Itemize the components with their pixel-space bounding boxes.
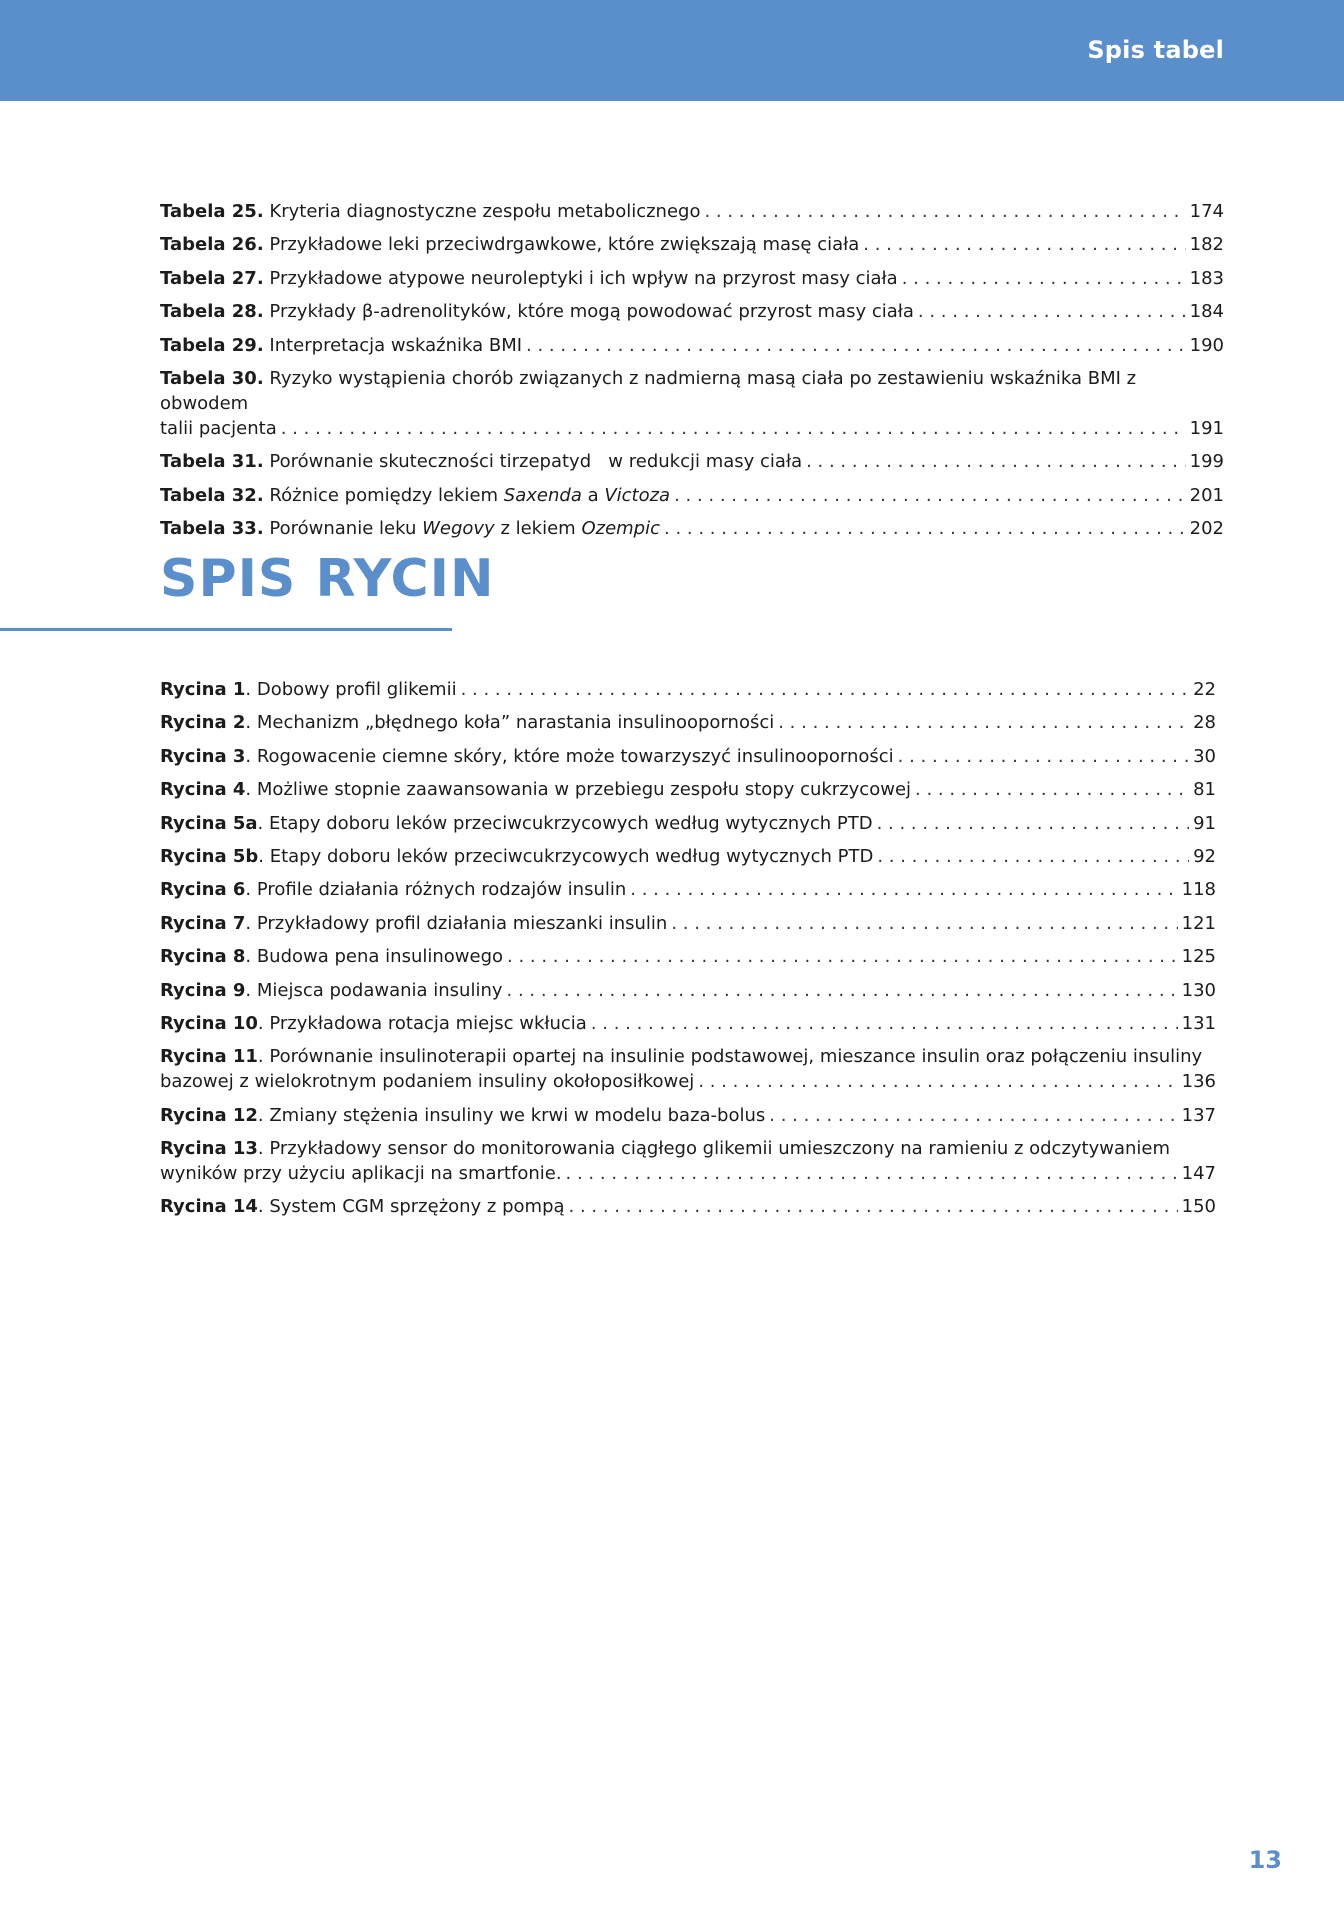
leader-dots [877, 811, 1190, 836]
running-header-title: Spis tabel [1087, 36, 1224, 64]
entry-label: Rycina 12 [160, 1104, 258, 1126]
entry-text: . Profile działania różnych rodzajów insulin [245, 879, 627, 901]
leader-dots [898, 744, 1189, 769]
entry-text: Porównanie leku [269, 518, 423, 540]
entry-label: Rycina 9 [160, 979, 246, 1001]
page-number: 13 [1248, 1846, 1282, 1874]
leader-dots [569, 1194, 1178, 1219]
entry-label: Rycina 3 [160, 745, 246, 767]
entry-page: 191 [1189, 417, 1224, 439]
leader-dots [671, 911, 1177, 936]
leader-dots [526, 333, 1186, 358]
entry-text: . Etapy doboru leków przeciwcukrzycowych według wytycznych PTD [257, 812, 873, 834]
figures-list [160, 677, 1216, 1219]
toc-entry-table-29[interactable] [160, 333, 1224, 358]
entry-text-joiner: a [581, 484, 605, 506]
entry-label: Rycina 5b [160, 845, 259, 867]
toc-entry-figure-8[interactable] [160, 944, 1216, 969]
entry-label: Tabela 26. [160, 234, 264, 256]
toc-entry-table-30[interactable] [160, 366, 1224, 441]
entry-text: . Etapy doboru leków przeciwcukrzycowych według wytycznych PTD [258, 845, 874, 867]
entry-text: Przykładowe leki przeciwdrgawkowe, które zwiększają masę ciała [269, 234, 860, 256]
entry-page: 130 [1181, 979, 1216, 1001]
entry-text: . Rogowacenie ciemne skóry, które może towarzyszyć insulinooporności [245, 745, 894, 767]
leader-dots [806, 449, 1186, 474]
entry-text: . Przykładowa rotacja miejsc wkłucia [257, 1012, 587, 1034]
leader-dots [461, 677, 1190, 702]
entry-text: . Zmiany stężenia insuliny we krwi w modelu baza-bolus [257, 1104, 766, 1126]
entry-page: 22 [1193, 679, 1216, 700]
toc-entry-figure-10[interactable] [160, 1011, 1216, 1036]
entry-page: 137 [1181, 1104, 1216, 1126]
leader-dots [591, 1011, 1178, 1036]
entry-text: . Mechanizm „błędnego koła” narastania insulinooporności [245, 712, 775, 734]
entry-label: Rycina 11 [160, 1046, 258, 1068]
entry-label: Rycina 6 [160, 879, 246, 901]
entry-label: Rycina 13 [160, 1138, 258, 1160]
entry-page: 182 [1189, 234, 1224, 256]
entry-label: Tabela 28. [160, 301, 264, 323]
entry-page: 125 [1181, 946, 1216, 968]
entry-label: Rycina 5a [160, 812, 258, 834]
toc-entry-table-31[interactable] [160, 449, 1224, 474]
leader-dots [566, 1161, 1178, 1186]
toc-entry-figure-5a[interactable] [160, 811, 1216, 836]
entry-text: Przykładowe atypowe neuroleptyki i ich wpływ na przyrost masy ciała [269, 267, 898, 289]
entry-page: 136 [1181, 1071, 1216, 1093]
drug-name: Ozempic [581, 518, 661, 540]
toc-entry-figure-9[interactable] [160, 978, 1216, 1003]
leader-dots [507, 978, 1178, 1003]
entry-label: Tabela 32. [160, 484, 264, 506]
toc-entry-figure-3[interactable] [160, 744, 1216, 769]
entry-page: 118 [1181, 879, 1216, 901]
section-underline [0, 628, 452, 631]
entry-label: Rycina 7 [160, 912, 246, 934]
entry-label: Rycina 10 [160, 1012, 258, 1034]
toc-entry-table-28[interactable] [160, 299, 1224, 324]
entry-text: . Przykładowy profil działania mieszanki insulin [245, 912, 668, 934]
toc-entry-figure-1[interactable] [160, 677, 1216, 702]
entry-page: 190 [1189, 334, 1224, 356]
leader-dots [630, 877, 1177, 902]
toc-entry-figure-2[interactable] [160, 710, 1216, 735]
entry-page: 201 [1189, 484, 1224, 506]
entry-text: Ryzyko wystąpienia chorób związanych z nadmierną masą ciała po zestawieniu wskaźnika BMI z obwodem [160, 367, 1137, 414]
toc-entry-table-32[interactable] [160, 483, 1224, 508]
entry-label: Tabela 25. [160, 201, 264, 222]
leader-dots [769, 1103, 1177, 1128]
leader-dots [704, 199, 1185, 224]
entry-page: 121 [1181, 912, 1216, 934]
entry-text: Przykłady β-adrenolityków, które mogą powodować przyrost masy ciała [269, 301, 914, 323]
entry-page: 81 [1193, 779, 1216, 801]
entry-page: 91 [1193, 812, 1216, 834]
leader-dots [664, 516, 1186, 541]
leader-dots [915, 777, 1189, 802]
entry-page: 147 [1181, 1163, 1216, 1185]
entry-label: Rycina 2 [160, 712, 246, 734]
leader-dots [863, 232, 1185, 257]
entry-text: Interpretacja wskaźnika BMI [269, 334, 523, 356]
entry-text-continued: bazowej z wielokrotnym podaniem insuliny okołoposiłkowej [160, 1071, 695, 1093]
entry-text: Różnice pomiędzy lekiem [269, 484, 504, 506]
entry-page: 183 [1189, 267, 1224, 289]
toc-entry-figure-7[interactable] [160, 911, 1216, 936]
entry-label: Rycina 4 [160, 779, 246, 801]
entry-text-continued: wyników przy użyciu aplikacji na smartfonie. [160, 1163, 562, 1185]
drug-name: Wegovy [422, 518, 495, 540]
leader-dots [902, 266, 1186, 291]
leader-dots [674, 483, 1186, 508]
entry-page: 150 [1181, 1196, 1216, 1218]
entry-label: Tabela 27. [160, 267, 264, 289]
entry-text: . System CGM sprzężony z pompą [257, 1196, 565, 1218]
entry-text: . Przykładowy sensor do monitorowania ciągłego glikemii umieszczony na ramieniu z odczytywaniem [257, 1138, 1171, 1160]
toc-entry-figure-14[interactable] [160, 1194, 1216, 1219]
entry-text-joiner: z lekiem [494, 518, 582, 540]
toc-entry-figure-12[interactable] [160, 1103, 1216, 1128]
entry-text: Kryteria diagnostyczne zespołu metabolicznego [269, 201, 701, 222]
entry-text-continued: talii pacjenta [160, 417, 277, 439]
section-title: SPIS RYCIN [160, 549, 495, 609]
entry-label: Rycina 14 [160, 1196, 258, 1218]
toc-entry-figure-4[interactable] [160, 777, 1216, 802]
leader-dots [281, 416, 1186, 441]
entry-page: 92 [1193, 845, 1216, 867]
entry-text: Porównanie skuteczności tirzepatyd w redukcji masy ciała [269, 451, 803, 473]
entry-text: . Dobowy profil glikemii [245, 679, 457, 700]
leader-dots [877, 844, 1189, 869]
tables-list [160, 199, 1224, 541]
leader-dots [918, 299, 1186, 324]
entry-page: 174 [1189, 201, 1224, 222]
entry-label: Rycina 1 [160, 679, 246, 700]
drug-name: Victoza [604, 484, 671, 506]
toc-entry-figure-6[interactable] [160, 877, 1216, 902]
entry-label: Rycina 8 [160, 946, 246, 968]
entry-page: 202 [1189, 518, 1224, 540]
entry-label: Tabela 31. [160, 451, 264, 473]
entry-text: . Budowa pena insulinowego [245, 946, 504, 968]
toc-entry-table-26[interactable] [160, 232, 1224, 257]
drug-name: Saxenda [503, 484, 582, 506]
toc-entry-table-27[interactable] [160, 266, 1224, 291]
header-bar [0, 0, 1344, 101]
entry-page: 184 [1189, 301, 1224, 323]
entry-page: 28 [1193, 712, 1216, 734]
entry-page: 199 [1189, 451, 1224, 473]
toc-entry-figure-11[interactable] [160, 1044, 1216, 1094]
entry-text: . Porównanie insulinoterapii opartej na insulinie podstawowej, mieszance insulin oraz połączeniu insuliny [257, 1046, 1203, 1068]
leader-dots [698, 1069, 1177, 1094]
entry-label: Tabela 29. [160, 334, 264, 356]
entry-text: . Miejsca podawania insuliny [245, 979, 503, 1001]
entry-page: 30 [1193, 745, 1216, 767]
toc-entry-table-33[interactable] [160, 516, 1224, 541]
entry-label: Tabela 33. [160, 518, 264, 540]
entry-label: Tabela 30. [160, 367, 264, 389]
entry-page: 131 [1181, 1012, 1216, 1034]
leader-dots [507, 944, 1178, 969]
entry-text: . Możliwe stopnie zaawansowania w przebiegu zespołu stopy cukrzycowej [245, 779, 912, 801]
toc-entry-table-25[interactable] [160, 199, 1224, 224]
leader-dots [778, 710, 1189, 735]
toc-entry-figure-5b[interactable] [160, 844, 1216, 869]
toc-entry-figure-13[interactable] [160, 1136, 1216, 1186]
